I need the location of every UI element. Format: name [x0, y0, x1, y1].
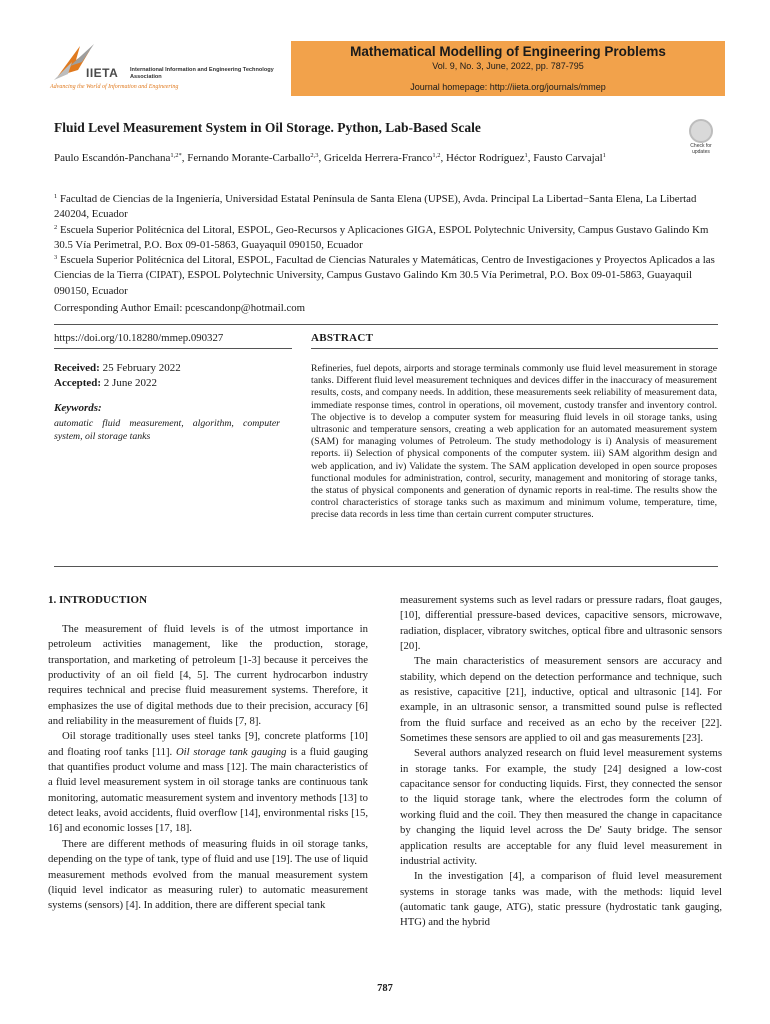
affiliation-number: 2	[54, 223, 58, 231]
divider-left	[54, 348, 292, 349]
abstract-text: Refineries, fuel depots, airports and storage terminals commonly use fluid level measurement in storage tanks. Different fluid level measurement techniques and devices differ in the inaccuracy of measurement results, costs, and company needs. In addition, these measurements seek reliability of measurement data, immediate response times, control in operations, oil movement, custody transfer and inventory control. The objective is to develop a computer system for measuring fluid levels in oil storage tanks, using ultrasonic and temperature sensors, creating a web application for an automated measurement system (SAM) for managing volumes of Petroleum. The study methodology is i) Analysis of measurement reports. ii) Selection of physical components of the computer system. iii) SAM algorithm design and web application, and iv) Validate the system. The SAM application developed in open source proposes functional modules for administration, control, security, management and monitoring of storage tanks, the status of physical components and generation of dynamic reports in real-time. The results show the control characteristics of storage tanks such as maximum and minimum volume, temperature, time, precise data records in less time than certain current computer structures.	[311, 363, 717, 521]
author-name: Gricelda Herrera-Franco	[324, 152, 433, 164]
author-separator: ,	[440, 152, 447, 164]
affiliation	[54, 253, 716, 299]
divider-top	[54, 324, 718, 325]
received-date: 25 February 2022	[102, 362, 181, 374]
body-paragraph: Several authors analyzed research on fluid level measurement systems in storage tanks. For example, the study [24] designed a low-cost capacitance sensor for conducting liquids. First, they connected the sensor to the liquid storage tank, where the electrodes form the column of working fluid and the coil. They then measured the change in capacitance by changing the liquid level across the De' Sauty bridge. The sensor application results are acceptable for any fluid level measurement in industrial activity.	[400, 747, 722, 867]
accepted-label: Accepted:	[54, 377, 102, 389]
page-number: 787	[377, 983, 393, 994]
author-affil-sup: 1,2*	[170, 152, 182, 159]
affiliation-text: Escuela Superior Politécnica del Litoral, ESPOL, Facultad de Ciencias Naturales y Matemáticas, Centro de Investigaciones y Proyectos Aplicados a las Ciencias de la Tierra (CIPAT), ESPOL Polytechnic University, Campus Gustavo Galindo Km 30.5 Vía Perimetral, P.O. Box 09-01-5863, Guayaquil 090150, Ecuador	[54, 254, 715, 297]
author-name: Paulo Escandón-Panchana	[54, 152, 171, 164]
body-paragraph: The measurement of fluid levels is of the utmost importance in petroleum activities management, like the production, storage, transportation, and marketing of petroleum [1-3] because it perceives the productivity of an oil field [4, 5]. The current hydrocarbon industry requires technical and precise fluid measurement systems. Therefore, it emphasizes the use of digital methods due to their precision, accuracy [6] and reliability in the measurement of fluids [7, 8].	[48, 623, 368, 728]
received-label: Received:	[54, 362, 100, 374]
author-affil-sup: 1	[524, 152, 528, 159]
doi-link[interactable]: https://doi.org/10.18280/mmep.090327	[54, 332, 224, 344]
iieta-logo	[48, 38, 278, 102]
body-paragraph: measurement systems such as level radars or pressure radars, float gauges, [10], differential pressure-based devices, capacitive sensors, microwave, radiation, displacer, vibratory switches, optical fibre and ultrasonic sensors [20].	[400, 594, 722, 653]
logo-tagline: Advancing the World of Information and Engineering	[50, 84, 179, 90]
author-separator: ,	[181, 152, 188, 164]
abstract-heading: ABSTRACT	[311, 332, 374, 344]
body-paragraph: There are different methods of measuring fluids in oil storage tanks, depending on the type of tank, type of fluid and use [19]. The use of liquid measurement methods evolved from the manual measurement system (liquid level indicator as measuring ruler) to automatic measurement systems (sensors) [4]. In addition, there are different special tank	[48, 837, 368, 912]
journal-volume: Vol. 9, No. 3, June, 2022, pp. 787-795	[432, 61, 584, 71]
affiliation-text: Escuela Superior Politécnica del Litoral, ESPOL, Geo-Recursos y Aplicaciones GIGA, ESPOL Polytechnic University, Campus Gustavo Galindo Km 30.5 Vía Perimetral, P.O. Box 09-01-5863, Guayaquil 090150, Ecuador	[54, 223, 709, 251]
author-name: Fausto Carvajal	[533, 152, 603, 164]
author-affil-sup: 1,2	[432, 152, 441, 159]
body-paragraph: The main characteristics of measurement sensors are accuracy and stability, which depend on the detection performance and technique, such as resistive, capacitive [21], inductive, optical and ultrasonic [14]. For example, in an ultrasonic sensor, a transmitted sound pulse is reflected from the fluid surface and received as an echo by the receiver [22]. Sometimes these sensors are applied to oil and gas measurements [23].	[400, 655, 722, 745]
author-name: Fernando Morante-Carballo	[187, 152, 311, 164]
keywords-heading: Keywords:	[54, 402, 102, 414]
author-affil-sup: 2,3	[310, 152, 319, 159]
author-separator: ,	[318, 152, 324, 164]
logo-ieta-text: IIETA	[86, 66, 119, 80]
emphasis-text: Oil storage tank gauging	[175, 745, 287, 758]
crossmark-icon	[689, 119, 713, 143]
accepted-date: 2 June 2022	[103, 377, 157, 389]
body-column-right	[400, 593, 722, 931]
body-paragraph: Oil storage traditionally uses steel tanks [9], concrete platforms [10] and floating roof tanks [11]. Oil storage tank gauging is a fluid gauging that quantifies product volume and mass [12]. The main characteristics of a fluid level measurement system in oil storage tanks are continuous tank monitoring, automatic measurement system and inventory methods [13] to detect leaks, avoid accidents, fluid overflow [14], environmental risks [15, 16] and economic losses [17, 18].	[48, 730, 368, 835]
affiliation	[54, 192, 716, 223]
author-list	[54, 149, 704, 167]
iieta-logo-icon	[50, 40, 98, 88]
journal-title: Mathematical Modelling of Engineering Problems	[350, 44, 666, 59]
journal-header	[48, 38, 724, 102]
logo-org-text: International Information and Engineering Technology Association	[130, 67, 274, 80]
affiliation-number: 3	[54, 254, 58, 262]
divider-right	[311, 348, 718, 349]
affiliation-text: Facultad de Ciencias de la Ingeniería, Universidad Estatal Península de Santa Elena (UPSE), Avda. Principal La Libertad−Santa Elena, La Libertad 240204, Ecuador	[54, 193, 697, 221]
author-affil-sup: 1	[602, 152, 606, 159]
corresponding-author: Corresponding Author Email: pcescandonp@hotmail.com	[54, 302, 306, 314]
affiliation-list	[54, 192, 716, 299]
crossmark-label: Check for updates	[690, 143, 712, 155]
divider-bottom	[54, 566, 718, 567]
affiliation-number: 1	[54, 193, 58, 200]
affiliation	[54, 223, 716, 254]
body-column-left	[48, 622, 368, 914]
article-dates	[54, 361, 181, 391]
body-paragraph: In the investigation [4], a comparison of fluid level measurement systems in storage tanks was made, with the methods: liquid level (automatic tank gauge, ATG), static pressure (hydrostatic tank gauging, HTG) and the hybrid	[400, 870, 722, 929]
journal-banner	[291, 41, 725, 96]
journal-homepage[interactable]: Journal homepage: http://iieta.org/journals/mmep	[410, 82, 606, 92]
author-name: Héctor Rodríguez	[446, 152, 525, 164]
keywords-text: automatic fluid measurement, algorithm, computer system, oil storage tanks	[54, 418, 280, 442]
section-heading: 1. INTRODUCTION	[48, 594, 148, 606]
author-separator: ,	[527, 152, 534, 164]
paper-title: Fluid Level Measurement System in Oil Storage. Python, Lab-Based Scale	[54, 120, 481, 135]
